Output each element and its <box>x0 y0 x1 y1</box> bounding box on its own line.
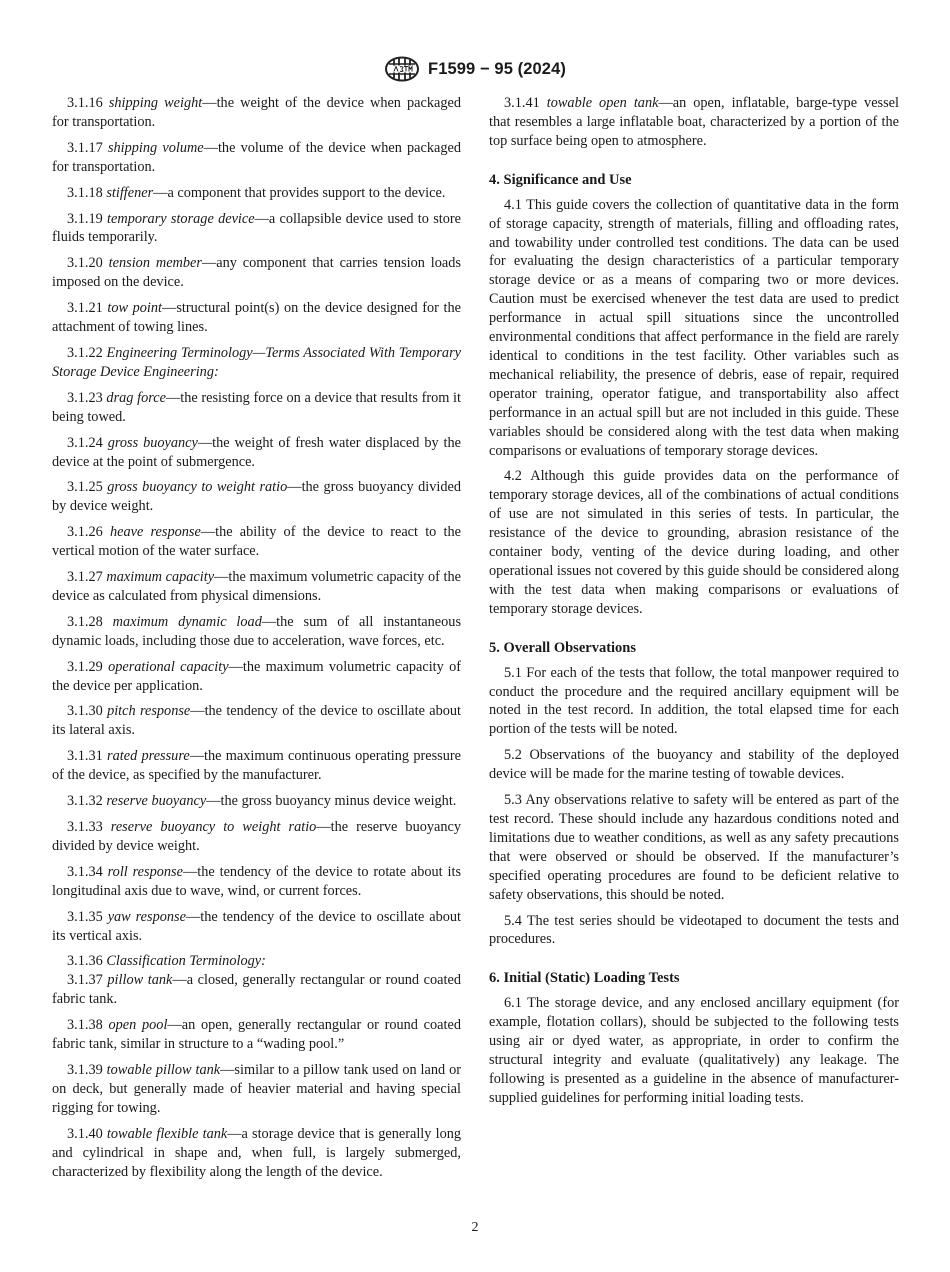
paragraph-5-4: 5.4 The test series should be videotaped to document the tests and procedures. <box>489 912 899 948</box>
paragraph-5-1: 5.1 For each of the tests that follow, the total manpower required to conduct the procedure and the required ancillary equipment will be noted in the test record. In addition, the total elapsed time for each portion of the tests will be noted. <box>489 664 899 738</box>
paragraph-4-2: 4.2 Although this guide provides data on the performance of temporary storage devices, all of the combinations of actual conditions of use are not simulated in this series of tests. In particular, the resistance of the device to grounding, abrasion resistance of the container body, venting of the device during loading, and other operational issues not covered by this guide should be considered along with the test data when making comparisons or evaluations of temporary storage devices. <box>489 468 899 617</box>
definition-text: —the sum of all instantaneous dynamic loads, including those due to acceleration, wave forces, etc. <box>52 613 462 649</box>
section-5-heading: 5. Overall Observations <box>489 639 637 656</box>
definition-term: temporary storage device <box>107 210 255 227</box>
definition-term: shipping weight <box>108 95 203 111</box>
definition-3-1-40 <box>52 1125 461 1182</box>
definition-3-1-26 <box>52 523 461 561</box>
paragraph-5-3: 5.3 Any observations relative to safety will be entered as part of the test record. These should include any hazardous conditions noted and limitations due to weather conditions, as well as any safety precautions that were observed or should be observed. If the manufacturer’s specified operating procedures are found to be deficient relative to safety observations, this should be noted. <box>489 792 899 903</box>
definition-term: drag force <box>106 389 166 406</box>
definition-text: —the gross buoyancy divided by device weight. <box>52 479 462 515</box>
definition-term: roll response <box>107 863 183 880</box>
definition-term: Classification Terminology: <box>106 953 266 970</box>
definition-term: heave response <box>109 524 201 541</box>
definition-term: pillow tank <box>107 972 173 989</box>
definition-number: 3.1.36 <box>67 953 103 970</box>
definition-number: 3.1.16 <box>67 95 103 111</box>
definition-term: shipping volume <box>107 139 204 156</box>
astm-logo-icon <box>384 56 420 82</box>
definition-number: 3.1.18 <box>67 184 103 201</box>
definition-number: 3.1.27 <box>67 569 103 586</box>
document-designation: F1599 − 95 (2024) <box>428 59 566 78</box>
section-6-heading: 6. Initial (Static) Loading Tests <box>489 970 680 987</box>
definition-text: —the tendency of the device to rotate about its longitudinal axis due to wave, wind, or current forces. <box>52 863 462 899</box>
definition-text: —any component that carries tension loads imposed on the device. <box>52 255 461 291</box>
definition-text: —the weight of the device when packaged for transportation. <box>52 95 462 130</box>
definition-term: operational capacity <box>108 658 229 675</box>
definition-3-1-35 <box>52 908 461 946</box>
definition-3-1-16 <box>52 94 461 132</box>
page-number: 2 <box>471 1220 479 1235</box>
definition-number: 3.1.26 <box>67 524 103 541</box>
definition-number: 3.1.39 <box>67 1061 103 1078</box>
definition-3-1-34 <box>52 863 461 901</box>
definition-text: —the resisting force on a device that results from it being towed. <box>52 389 461 425</box>
definition-number: 3.1.21 <box>67 300 103 317</box>
definition-number: 3.1.28 <box>67 613 103 630</box>
definition-3-1-24 <box>52 434 461 472</box>
paragraph-4-1: 4.1 This guide covers the collection of quantitative data in the form of storage capacity, strength of materials, filling and offloading rates, and towability under controlled test conditions. The data can be used for evaluating the design characteristics of a particular temporary storage device or as a means of comparing two or more devices. Caution must be exercised whenever the test data are used to predict performance in actual spill situations since the uncontrolled environmental conditions that affect performance in the field are rarely identical to conditions in the test facility. Other variables such as mechanical reliability, the presence of debris, ease of repair, required operator training, operator fatigue, and transportability also affect performance in an actual spill but are not included in this guide. These variables should be considered along with the test data when making comparisons or evaluations of temporary storage devices. <box>489 196 899 459</box>
definition-text: —similar to a pillow tank used on land or on deck, but generally made of heavier material and having special rigging for towing. <box>52 1061 461 1116</box>
definition-term: reserve buoyancy <box>106 793 207 810</box>
definition-text: —the reserve buoyancy divided by device weight. <box>52 819 462 854</box>
definition-text: —an open, generally rectangular or round coated fabric tank, similar in structure to a “wading pool.” <box>52 1017 461 1053</box>
definition-3-1-27 <box>52 568 461 606</box>
definition-3-1-22 <box>52 344 461 382</box>
definition-3-1-28 <box>52 613 461 651</box>
definition-3-1-20 <box>52 254 461 292</box>
definition-number: 3.1.34 <box>67 863 103 880</box>
definition-text: —the maximum volumetric capacity of the device per application. <box>52 658 462 694</box>
definition-term: reserve buoyancy to weight ratio <box>110 819 317 835</box>
definition-term: gross buoyancy <box>107 434 198 451</box>
definition-number: 3.1.20 <box>67 255 103 272</box>
definition-text: —a closed, generally rectangular or round coated fabric tank. <box>52 972 461 1008</box>
definition-number: 3.1.29 <box>67 658 103 675</box>
definition-3-1-29 <box>52 658 461 696</box>
definition-term: rated pressure <box>107 748 190 765</box>
definition-term: pitch response <box>107 703 191 720</box>
definition-term: open pool <box>108 1017 168 1034</box>
right-column <box>489 94 899 1115</box>
definition-3-1-41 <box>489 94 899 151</box>
definition-number: 3.1.33 <box>67 819 103 835</box>
definition-3-1-38 <box>52 1016 461 1054</box>
definition-number: 3.1.22 <box>67 344 103 361</box>
page-header <box>0 56 950 82</box>
definition-term: towable flexible tank <box>106 1125 228 1142</box>
definition-text: —the tendency of the device to oscillate about its vertical axis. <box>52 908 462 944</box>
definition-term: yaw response <box>107 908 186 925</box>
definition-number: 3.1.25 <box>67 479 103 496</box>
definition-number: 3.1.37 <box>67 972 103 989</box>
definition-3-1-21 <box>52 299 461 337</box>
definition-text: —the volume of the device when packaged for transportation. <box>52 139 461 175</box>
definition-number: 3.1.38 <box>67 1017 103 1034</box>
definition-term: towable open tank <box>546 95 659 111</box>
definition-term: maximum capacity <box>106 569 215 586</box>
definition-number: 3.1.31 <box>67 748 103 765</box>
definition-text: —the maximum continuous operating pressure of the device, as specified by the manufacturer. <box>52 748 461 784</box>
paragraph-6-1: 6.1 The storage device, and any enclosed ancillary equipment (for example, flotation collars), should be subjected to the following tests using air or dyed water, as appropriate, in order to confirm the structural integrity and evaluate (qualitatively) any leakage. The following is presented as a guideline in the absence of manufacturer-supplied guidelines for performing initial loading tests. <box>489 995 899 1106</box>
section-4-heading: 4. Significance and Use <box>489 171 632 188</box>
definition-number: 3.1.24 <box>67 434 103 451</box>
definition-text: —the tendency of the device to oscillate about its lateral axis. <box>52 703 461 739</box>
definition-text: —the ability of the device to react to the vertical motion of the water surface. <box>52 524 461 560</box>
definition-text: —the gross buoyancy minus device weight. <box>206 793 457 810</box>
definition-term: towable pillow tank <box>106 1061 221 1078</box>
left-column <box>52 94 461 1188</box>
definition-term: tow point <box>107 300 163 317</box>
definition-text: —a storage device that is generally long and cylindrical in shape and, when full, is largely submerged, characterized by flexibility along the length of the device. <box>52 1125 462 1180</box>
definition-3-1-31 <box>52 747 461 785</box>
definition-number: 3.1.17 <box>67 139 103 156</box>
definition-number: 3.1.35 <box>67 908 103 925</box>
definition-number: 3.1.23 <box>67 389 103 406</box>
definition-3-1-25 <box>52 478 461 516</box>
definition-term: Engineering Terminology—Terms Associated With Temporary Storage Device Engineering: <box>52 344 461 380</box>
definition-3-1-30 <box>52 702 461 740</box>
paragraph-5-2: 5.2 Observations of the buoyancy and stability of the deployed device will be made for the marine testing of towable devices. <box>489 747 899 783</box>
definition-number: 3.1.30 <box>67 703 103 720</box>
definition-number: 3.1.19 <box>67 210 103 227</box>
definition-3-1-17 <box>52 139 461 177</box>
definition-number: 3.1.40 <box>67 1125 103 1142</box>
definition-text: —the weight of fresh water displaced by the device at the point of submergence. <box>52 434 462 470</box>
definition-3-1-39 <box>52 1061 461 1118</box>
definition-3-1-18 <box>52 184 461 203</box>
definition-3-1-32 <box>52 792 461 811</box>
definition-term: gross buoyancy to weight ratio <box>107 479 288 496</box>
definition-text: —an open, inflatable, barge-type vessel that resembles a large inflatable boat, characterized by a portion of the top surface being open to atmosphere. <box>489 95 899 149</box>
definition-text: —the maximum volumetric capacity of the device as calculated from physical dimensions. <box>52 569 462 604</box>
definition-text: —a collapsible device used to store fluids temporarily. <box>52 210 462 246</box>
definition-number: 3.1.41 <box>504 95 540 111</box>
definition-text: —structural point(s) on the device designed for the attachment of towing lines. <box>52 300 462 336</box>
definition-text: —a component that provides support to the device. <box>153 184 446 201</box>
definition-number: 3.1.32 <box>67 793 103 810</box>
definition-3-1-33 <box>52 818 461 856</box>
definition-term: stiffener <box>106 184 154 201</box>
definition-3-1-37 <box>52 971 461 1009</box>
definition-term: maximum dynamic load <box>112 613 262 630</box>
definition-term: tension member <box>108 255 202 272</box>
definition-3-1-19 <box>52 210 461 248</box>
definition-3-1-36 <box>52 952 461 971</box>
definition-3-1-23 <box>52 389 461 427</box>
